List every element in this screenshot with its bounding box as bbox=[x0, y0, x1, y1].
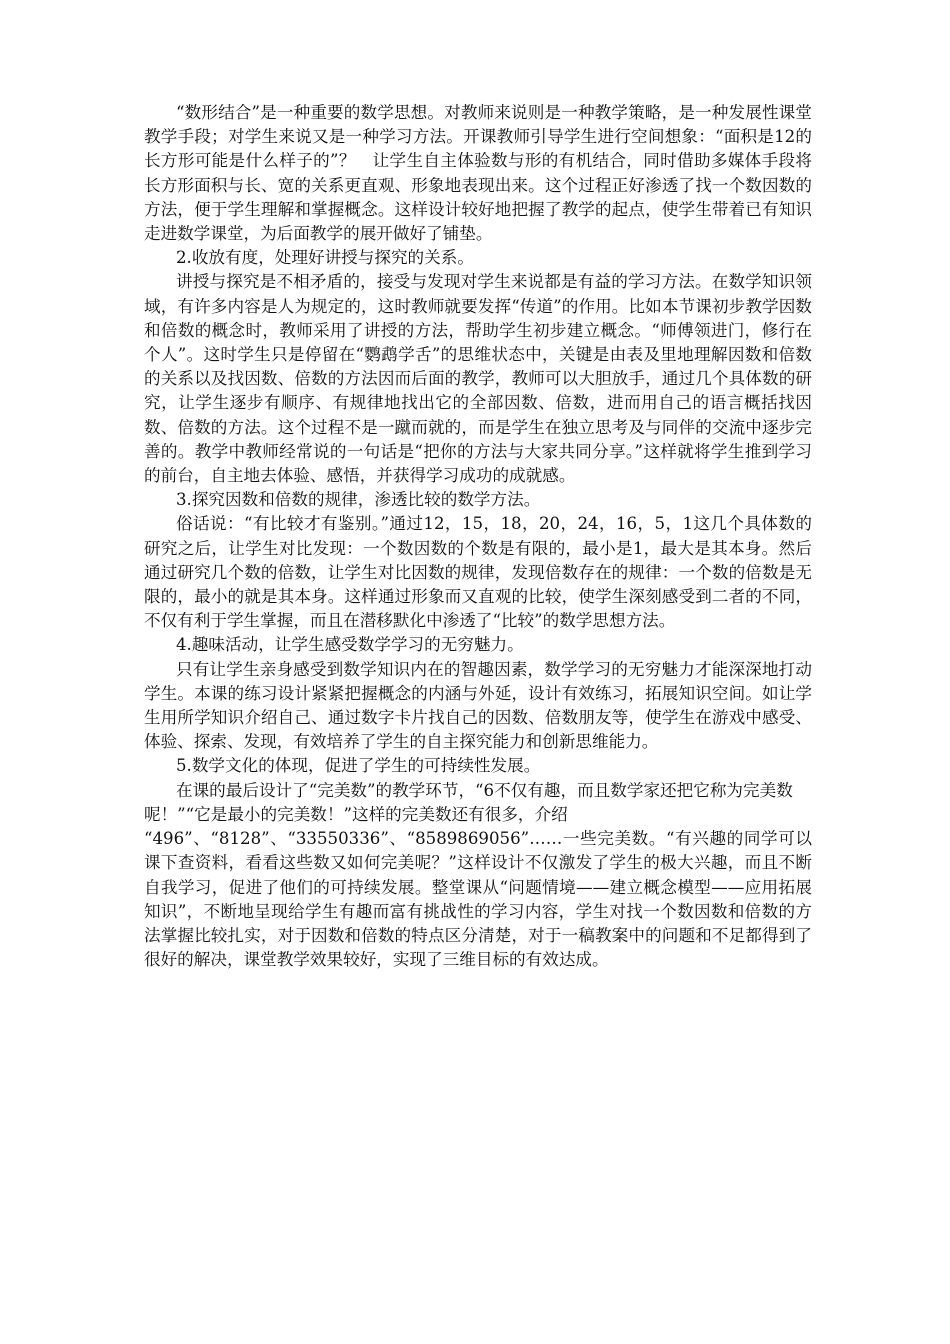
intro-paragraph: “数形结合”是一种重要的数学思想。对教师来说则是一种教学策略，是一种发展性课堂教学手段；对学生来说又是一种学习方法。开课教师引导学生进行空间想象：“面积是12的长方形可能是什么样子的”？ 让学生自主体验数与形的有机结合，同时借助多媒体手段将长方形面积与长、宽的关系更直观、形象地表现出来。这个过程正好渗透了找一个数因数的方法，便于学生理解和掌握概念。这样设计较好地把握了教学的起点，使学生带着已有知识走进数学课堂，为后面教学的展开做好了铺垫。 bbox=[144, 103, 812, 244]
section-body-2: 讲授与探究是不相矛盾的，接受与发现对学生来说都是有益的学习方法。在数学知识领域，有许多内容是人为规定的，这时教师就要发挥“传道”的作用。比如本节课初步教学因数和倍数的概念时，教师采用了讲授的方法，帮助学生初步建立概念。“师傅领进门，修行在个人”。这时学生只是停留在“鹦鹉学舌”的思维状态中，关键是由表及里地理解因数和倍数的关系以及找因数、倍数的方法因而后面的教学，教师可以大胆放手，通过几个具体数的研究，让学生逐步有顺序、有规律地找出它的全部因数、倍数，进而用自己的语言概括找因数、倍数的方法。这个过程不是一蹴而就的，而是学生在独立思考及与同伴的交流中逐步完善的。教学中教师经常说的一句话是“把你的方法与大家共同分享。”这样就将学生推到学习的前台，自主地去体验、感悟，并获得学习成功的成就感。 bbox=[144, 272, 812, 486]
document-page bbox=[144, 101, 812, 972]
section-heading-4: 4.趣味活动，让学生感受数学学习的无穷魅力。 bbox=[176, 635, 524, 655]
section-heading-2: 2.收放有度，处理好讲授与探究的关系。 bbox=[176, 248, 474, 268]
section-body-3: 俗话说：“有比较才有鉴别。”通过12，15，18，20，24，16，5，1这几个具体数的研究之后，让学生对比发现：一个数因数的个数是有限的，最小是1，最大是其本身。然后通过研究几个数的倍数，让学生对比因数的规律，发现倍数存在的规律：一个数的倍数是无限的，最小的就是其本身。这样通过形象而又直观的比较，使学生深刻感受到二者的不同，不仅有利于学生掌握，而且在潜移默化中渗透了“比较”的数学思想方法。 bbox=[144, 514, 812, 631]
section-body-5-continued: “496”、“8128”、“33550336”、“8589869056”……一些完美数。“有兴趣的同学可以课下查资料，看看这些数又如何完美呢？”这样设计不仅激发了学生的极大兴趣，而且不断自我学习，促进了他们的可持续发展。整堂课从“问题情境——建立概念模型——应用拓展知识”，不断地呈现给学生有趣而富有挑战性的学习内容，学生对找一个数因数和倍数的方法掌握比较扎实，对于因数和倍数的特点区分清楚，对于一稿教案中的问题和不足都得到了很好的解决，课堂教学效果较好，实现了三维目标的有效达成。 bbox=[144, 829, 812, 970]
section-body-5: 在课的最后设计了“完美数”的教学环节，“6不仅有趣，而且数学家还把它称为完美数呢！”“它是最小的完美数！”这样的完美数还有很多，介绍 bbox=[144, 780, 793, 824]
section-heading-3: 3.探究因数和倍数的规律，渗透比较的数学方法。 bbox=[176, 490, 541, 510]
section-heading-5: 5.数学文化的体现，促进了学生的可持续性发展。 bbox=[176, 756, 541, 776]
section-body-4: 只有让学生亲身感受到数学知识内在的智趣因素，数学学习的无穷魅力才能深深地打动学生。本课的练习设计紧紧把握概念的内涵与外延，设计有效练习，拓展知识空间。如让学生用所学知识介绍自己、通过数字卡片找自己的因数、倍数朋友等，使学生在游戏中感受、体验、探索、发现，有效培养了学生的自主探究能力和创新思维能力。 bbox=[144, 659, 812, 752]
